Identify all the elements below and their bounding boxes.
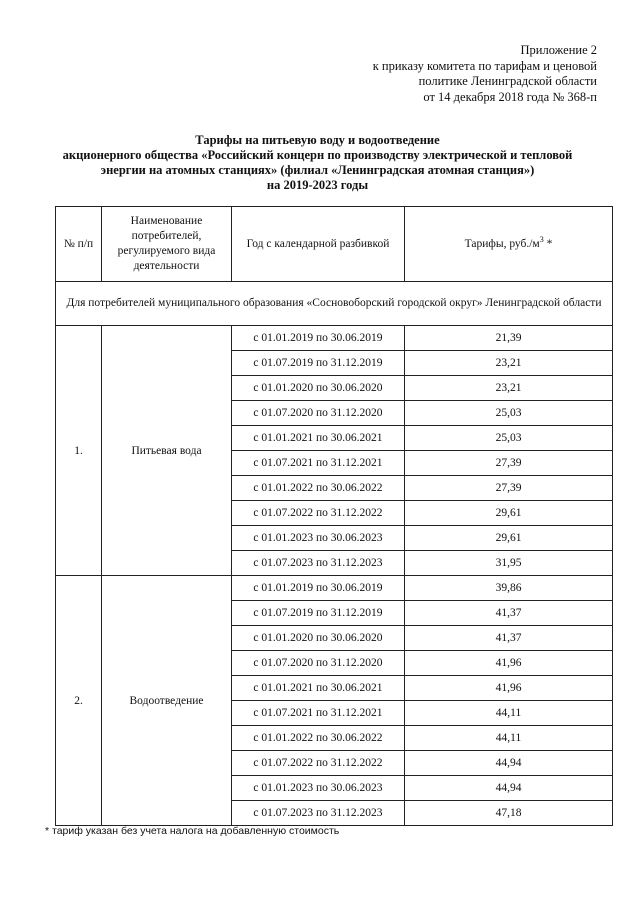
annex-line: Приложение 2: [520, 43, 597, 57]
row-number: 2.: [56, 576, 102, 826]
tariff-value-cell: 44,94: [405, 751, 613, 776]
tariff-value-cell: 27,39: [405, 476, 613, 501]
header-tariff-star: *: [543, 237, 553, 250]
service-name: Питьевая вода: [102, 326, 232, 576]
table-header-row: [56, 207, 613, 282]
header-num: № п/п: [56, 207, 102, 282]
tariff-value-cell: 41,96: [405, 651, 613, 676]
period-cell: с 01.07.2019 по 31.12.2019: [232, 351, 405, 376]
table-row: [56, 326, 613, 351]
tariff-value-cell: 39,86: [405, 576, 613, 601]
header-name: Наименование потребителей, регулируемого вида деятельности: [102, 207, 232, 282]
header-tariff-text: Тарифы, руб./м: [464, 237, 540, 250]
period-cell: с 01.01.2022 по 30.06.2022: [232, 476, 405, 501]
row-number: 1.: [56, 326, 102, 576]
tariff-value-cell: 31,95: [405, 551, 613, 576]
period-cell: с 01.07.2021 по 31.12.2021: [232, 701, 405, 726]
period-cell: с 01.07.2023 по 31.12.2023: [232, 551, 405, 576]
title-line: на 2019-2023 годы: [266, 178, 369, 192]
period-cell: с 01.01.2021 по 30.06.2021: [232, 426, 405, 451]
period-cell: с 01.07.2019 по 31.12.2019: [232, 601, 405, 626]
tariff-value-cell: 25,03: [405, 426, 613, 451]
header-tariff: [405, 207, 613, 282]
tariff-value-cell: 25,03: [405, 401, 613, 426]
period-cell: с 01.07.2021 по 31.12.2021: [232, 451, 405, 476]
period-cell: с 01.01.2020 по 30.06.2020: [232, 626, 405, 651]
document-title: [40, 133, 595, 193]
tariff-value-cell: 44,11: [405, 726, 613, 751]
table-row: [56, 576, 613, 601]
tariff-value-cell: 29,61: [405, 526, 613, 551]
period-cell: с 01.01.2019 по 30.06.2019: [232, 326, 405, 351]
annex-line: к приказу комитета по тарифам и ценовой: [372, 58, 597, 73]
header-period: Год с календарной разбивкой: [232, 207, 405, 282]
region-cell: Для потребителей муниципального образования «Сосновоборский городской округ» Ленинградской области: [56, 282, 613, 326]
tariff-table: [55, 206, 613, 826]
period-cell: с 01.07.2020 по 31.12.2020: [232, 401, 405, 426]
period-cell: с 01.07.2022 по 31.12.2022: [232, 751, 405, 776]
tariff-value-cell: 23,21: [405, 351, 613, 376]
tariff-value-cell: 44,11: [405, 701, 613, 726]
tariff-value-cell: 47,18: [405, 801, 613, 826]
tariff-value-cell: 41,37: [405, 626, 613, 651]
region-row: [56, 282, 613, 326]
tariff-value-cell: 23,21: [405, 376, 613, 401]
annex-line: от 14 декабря 2018 года № 368-п: [423, 89, 597, 104]
period-cell: с 01.07.2022 по 31.12.2022: [232, 501, 405, 526]
tariff-value-cell: 41,37: [405, 601, 613, 626]
period-cell: с 01.01.2020 по 30.06.2020: [232, 376, 405, 401]
period-cell: с 01.01.2019 по 30.06.2019: [232, 576, 405, 601]
period-cell: с 01.01.2023 по 30.06.2023: [232, 776, 405, 801]
tariff-value-cell: 44,94: [405, 776, 613, 801]
footnote: * тариф указан без учета налога на добавленную стоимость: [45, 825, 340, 837]
tariff-value-cell: 41,96: [405, 676, 613, 701]
service-name: Водоотведение: [102, 576, 232, 826]
period-cell: с 01.01.2021 по 30.06.2021: [232, 676, 405, 701]
header-tariff-sup: 3: [539, 234, 544, 244]
period-cell: с 01.01.2023 по 30.06.2023: [232, 526, 405, 551]
period-cell: с 01.07.2020 по 31.12.2020: [232, 651, 405, 676]
tariff-value-cell: 21,39: [405, 326, 613, 351]
annex-header: [337, 43, 597, 105]
annex-line: политике Ленинградской области: [418, 74, 597, 88]
tariff-value-cell: 27,39: [405, 451, 613, 476]
period-cell: с 01.07.2023 по 31.12.2023: [232, 801, 405, 826]
title-line: акционерного общества «Российский концерн по производству электрической и тепловой: [62, 148, 573, 162]
title-line: Тарифы на питьевую воду и водоотведение: [195, 133, 440, 147]
title-line: энергии на атомных станциях» (филиал «Ленинградская атомная станция»): [100, 163, 535, 177]
period-cell: с 01.01.2022 по 30.06.2022: [232, 726, 405, 751]
tariff-value-cell: 29,61: [405, 501, 613, 526]
